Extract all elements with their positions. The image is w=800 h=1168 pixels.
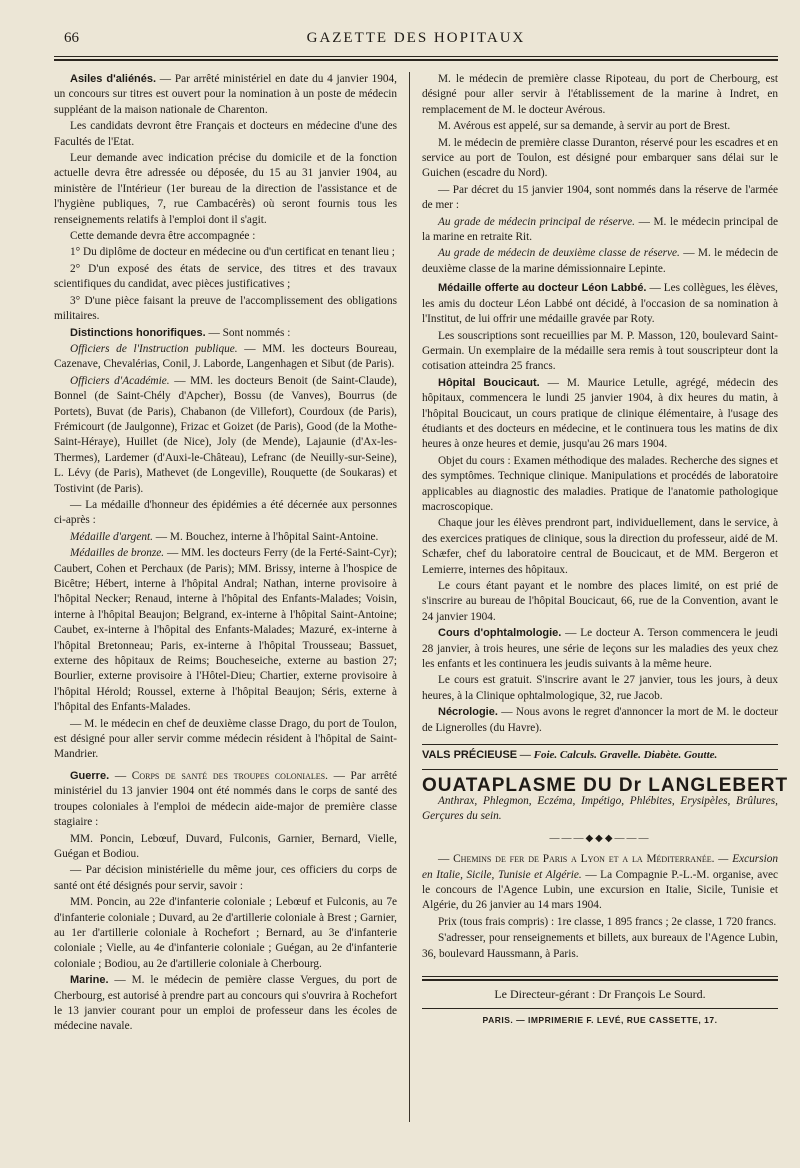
paragraph: Le cours étant payant et le nombre des places limité, on est prié de s'inscrire au bureau de l'hôpital Boucicaut, 66, rue de la Convention, avant le 24 janvier 1904. — [422, 580, 778, 623]
section-heading: Médaille offerte au docteur Léon Labbé. — [438, 282, 647, 295]
ad-rule — [422, 769, 778, 770]
page-number: 66 — [64, 30, 79, 46]
paragraph: — M. le médecin en chef de deuxième classe Drago, du port de Toulon, est désigné pour aller servir comme médecin résident à l'hôpital de Saint-Mandrier. — [54, 717, 397, 761]
paragraph-text: — Nous avons le regret d'annoncer la mort de M. le docteur de Lignerolles (du Havre). — [422, 706, 778, 734]
header-rule — [54, 56, 778, 57]
paragraph: Chaque jour les élèves prendront part, individuellement, dans le service, à des exercices pratiques de clinique, sous la direction du professeur, aidé de M. Schæfer, chef du laboratoire central de Boucicaut, et de MM. Bergeron et Lemierre, internes des hôpitaux. — [422, 517, 778, 576]
footer — [422, 976, 778, 1029]
paragraph-text: — La Compagnie P.-L.-M. organise, avec le concours de l'Agence Lubin, une excursion en Italie, Sicile, Tunisie et Algérie, du 26 janvier au 14 mars 1904. — [422, 868, 778, 912]
paragraph — [422, 215, 778, 246]
printer-imprint: PARIS. — IMPRIMERIE F. LEVÉ, RUE CASSETTE, 17. — [482, 1015, 718, 1026]
paragraph-text: — Par arrêté ministériel en date du 4 janvier 1904, un concours sur titres est ouvert pour la nomination à un poste de médecin suppléant de la maison nationale de Charenton. — [54, 73, 397, 116]
ad-rule — [422, 744, 778, 745]
paragraph — [422, 626, 778, 672]
paragraph-text: — M. le médecin de pemière classe Vergues, du port de Cherbourg, est autorisé à prendre part au concours qui s'ouvrira à Rochefort le 13 janvier courant pour un emploi de professeur dans les écoles de médecine navale. — [54, 974, 397, 1033]
paragraph — [54, 546, 397, 715]
italic-label: Au grade de médecin de deuxième classe de réserve. — [438, 247, 680, 260]
columns — [54, 72, 789, 1122]
paragraph-text: — MM. les docteurs Boureau, Cazenave, Chevalérias, Conil, J. Laborde, Langenhagen et Sibut (de Paris). — [54, 342, 397, 371]
paragraph-text: — MM. les docteurs Ferry (de la Ferté-Saint-Cyr); Caubert, Cohen et Perchaux (de Paris); MM. Brissy, interne à l'hospice de Bicêtre; Hébert, interne à l'hôpital Andral; Nathan, interne provisoire à l'hôpital Necker; Renaud, interne à l'hôpital des Enfants-Malades; Voisin, interne à l'hôpital Beaujon; Belgrand, ex-interne à l'hôpital Saint-Antoine; Caubet, ex-interne à l'hôpital des Enfants-Malades; Mazuré, ex-interne à l'hôpital Bretonneau; Paris, ex-interne à l'hôpital Trousseau; Bassuet, externe des hôpitaux de Reims; Boucheseiche, externe au bastion 27; Bourlier, externe provisoire à l'Hôtel-Dieu; Chartier, externe provisoire à l'hôpital Hérold; Roussel, externe à l'hôpital Beaujon; Séris, externe à l'hôpital des Enfants-Malades. — [54, 547, 397, 714]
small-caps-text: Corps de santé des troupes coloniales. — [131, 769, 328, 782]
footer-rule — [422, 1008, 778, 1009]
paragraph: Les candidats devront être Français et docteurs en médecine d'une des Facultés de l'Etat. — [54, 120, 397, 148]
italic-label: Au grade de médecin principal de réserve. — [438, 215, 635, 228]
paragraph-text: — M. le médecin de deuxième classe de la marine démissionnaire Lepinte. — [422, 247, 779, 275]
section-heading: Guerre. — [70, 769, 110, 782]
section-heading: Hôpital Boucicaut. — [438, 376, 540, 389]
paragraph — [422, 852, 778, 914]
running-head: GAZETTE DES HOPITAUX — [306, 30, 526, 46]
director-signature: Le Directeur-gérant : Dr François Le Sourd. — [494, 986, 706, 1001]
ouataplasme-title: OUATAPLASME DU Dr LANGLEBERT — [422, 775, 789, 797]
ouataplasme-subtitle: Anthrax, Phlegmon, Eczéma, Impétigo, Phlébites, Erysipèles, Brûlures, Gerçures du sein. — [422, 794, 778, 823]
section-heading: Cours d'ophtalmologie. — [438, 627, 562, 640]
ad-text: — Foie. Calculs. Gravelle. Diabète. Goutte. — [517, 749, 718, 762]
italic-label: Officiers de l'Instruction publique. — [70, 342, 238, 355]
paragraph: Leur demande avec indication précise du domicile et de la fonction actuelle devra être adressée ou déposée, du 15 au 31 janvier 1904, au ministère de l'Intérieur (1er bureau de la direction de l'assistance et de l'hygiène publiques, 7, rue Cambacérès) où seront fournis tous les renseignements relatifs à l'emploi dont il s'agit. — [54, 152, 397, 226]
paragraph: M. le médecin de première classe Ripoteau, du port de Cherbourg, est désigné pour aller servir à l'établissement de la marine à Indret, en remplacement de M. le docteur Avérous. — [422, 73, 778, 116]
paragraph — [422, 246, 778, 277]
section-heading: Asiles d'aliénés. — [70, 73, 157, 85]
section-heading: Distinctions honorifiques. — [70, 326, 206, 339]
paragraph — [54, 342, 397, 373]
paragraph — [422, 376, 778, 453]
section-heading: Marine. — [70, 974, 109, 987]
italic-label: — Excursion en Italie, Sicile, Tunisie et Algérie. — [422, 853, 779, 881]
paragraph — [54, 973, 397, 1035]
paragraph-text: — Les collègues, les élèves, les amis du docteur Léon Labbé ont décidé, à l'occasion de sa nomination à l'Institut, de lui offrir une médaille gravée par Roty. — [422, 282, 778, 326]
vals-advertisement — [422, 748, 778, 763]
paragraph: MM. Poncin, Lebœuf, Duvard, Fulconis, Garnier, Bernard, Vielle, Guégan et Bodiou. — [54, 832, 397, 860]
italic-label: Officiers d'Académie. — [70, 374, 170, 387]
paragraph: — Par décision ministérielle du même jour, ces officiers du corps de santé ont été désignés pour servir, savoir : — [54, 864, 397, 892]
paragraph-text: — Le docteur A. Terson commencera le jeudi 28 janvier, à trois heures, une série de leçons sur les maladies des yeux chez les enfants et les continuera les jeudis suivants à la même heure. — [422, 627, 778, 671]
italic-label: Médaille d'argent. — [70, 530, 153, 543]
paragraph: Les souscriptions sont recueillies par M. P. Masson, 120, boulevard Saint-Germain. Un exemplaire de la médaille sera remis à tout souscripteur dont la cotisation atteindra 25 francs. — [422, 329, 778, 373]
paragraph: Cette demande devra être accompagnée : — [70, 230, 256, 243]
paragraph: 2° D'un exposé des états de service, des titres et des travaux scientifiques du candidat, avec pièces justificatives ; — [54, 262, 397, 291]
paragraph — [422, 705, 778, 736]
page-header — [54, 0, 778, 52]
paragraph: MM. Poncin, au 22e d'infanterie coloniale ; Lebœuf et Fulconis, au 7e d'infanterie coloniale ; Duvard, au 2e d'artillerie coloniale à Brest ; Garnier, au 1er d'artillerie coloniale à Rochefort ; Bernard, au 3e d'infanterie coloniale ; Vielle, au 4e d'infanterie coloniale ; Guégan, au 2e d'infanterie coloniale ; Bodiou, au 2e d'artillerie coloniale à Cherbourg. — [54, 896, 397, 970]
footer-rule — [422, 976, 778, 977]
paragraph: M. Avérous est appelé, sur sa demande, à servir au port de Brest. — [438, 120, 731, 133]
left-column — [54, 72, 410, 1122]
italic-label: Médailles de bronze. — [70, 547, 165, 560]
paragraph: 3° D'une pièce faisant la preuve de l'accomplissement des obligations militaires. — [54, 294, 397, 323]
paragraph: S'adresser, pour renseignements et billets, aux bureaux de l'Agence Lubin, 36, boulevard Haussmann, à Paris. — [422, 932, 778, 960]
paragraph: Prix (tous frais compris) : 1re classe, 1 895 francs ; 2e classe, 1 720 francs. — [438, 915, 777, 928]
ornament-divider: ———◆◆◆——— — [549, 832, 651, 844]
paragraph — [54, 326, 397, 341]
paragraph — [422, 281, 778, 327]
ad-brand: VALS PRÉCIEUSE — [422, 749, 518, 762]
right-column — [410, 72, 789, 1122]
paragraph-text: — M. le médecin principal de la marine en retraite Rit. — [422, 215, 778, 244]
paragraph-text: — M. Maurice Letulle, agrégé, médecin des hôpitaux, commencera le lundi 25 janvier 1904, à dix heures du matin, à l'hôpital Boucicaut, un cours pratique de clinique élémentaire, à l'usage des étudiants et des docteurs en médecine, et le continuera tous les matins de dix heures à onze heures et demie, jusqu'au 26 mars 1904. — [422, 376, 779, 451]
paragraph — [54, 530, 397, 545]
paragraph-text: — MM. les docteurs Benoit (de Saint-Claude), Bonnel (de Saint-Chély d'Apcher), Bossu (de Vanves), Bourrus (de Portets), Buvat (de Paris), Chabanon (de Villefort), Courdoux (de Paris), Frémicourt (de Jaulgonne), Frizac et Goizet (de Paris), Good (de la Mothe-Saint-Héraye), Huillet (de Nice), Joly (de Mende), Lajaunie (d'Ax-les-Thermes), Lardemer (d'Auxi-le-Château), Lefranc (de Neuilly-sur-Seine), L. Lévy (de Paris), Mathevet (de Longeville), Rouquette (de Soukaras) et Tostivint (de Paris). — [54, 374, 397, 495]
paragraph: Le cours est gratuit. S'inscrire avant le 27 janvier, tous les jours, à deux heures, à la Clinique ophtalmologique, 32, rue Jacob. — [422, 674, 778, 702]
paragraph-text: — M. Bouchez, interne à l'hôpital Saint-Antoine. — [152, 530, 379, 543]
paragraph: — La médaille d'honneur des épidémies a été décernée aux personnes ci-après : — [54, 498, 397, 527]
paragraph: Objet du cours : Examen méthodique des malades. Recherche des signes et des symptômes. Technique clinique. Manipulations et procédés de laboratoire applicables au diagnostic des maladies. Pratique de l'anatomie pathologique macroscopique. — [422, 454, 778, 513]
header-rule-thick — [54, 59, 778, 61]
paragraph: — Par décret du 15 janvier 1904, sont nommés dans la réserve de l'armée de mer : — [422, 183, 778, 212]
paragraph-text: — Par arrêté ministériel du 13 janvier 1904 ont été nommés dans le corps de santé des troupes coloniales à l'emploi de médecin aide-major de première classe stagiaire : — [54, 769, 397, 829]
small-caps-text: — Chemins de fer de Paris a Lyon et a la Méditerranée. — [438, 853, 715, 866]
paragraph — [54, 72, 397, 118]
section-heading: Nécrologie. — [438, 706, 498, 719]
footer-rule-thick — [422, 979, 778, 981]
paragraph-text: — Sont nommés : — [205, 326, 291, 339]
paragraph — [54, 374, 397, 497]
paragraph: M. le médecin de première classe Duranton, réservé pour les escadres et en service au port de Toulon, est désigné pour embarquer sans délai sur le Guichen (escadre du Nord). — [422, 136, 778, 180]
paragraph: 1° Du diplôme de docteur en médecine ou d'un certificat en tenant lieu ; — [70, 246, 395, 259]
paragraph: Guerre. — Corps de santé des troupes coloniales. — Par arrêté ministériel du 13 janvier 1904 ont été nommés dans le corps de santé des troupes coloniales à l'emploi de médecin aide-major de première classe stagiaire : — [54, 769, 397, 829]
